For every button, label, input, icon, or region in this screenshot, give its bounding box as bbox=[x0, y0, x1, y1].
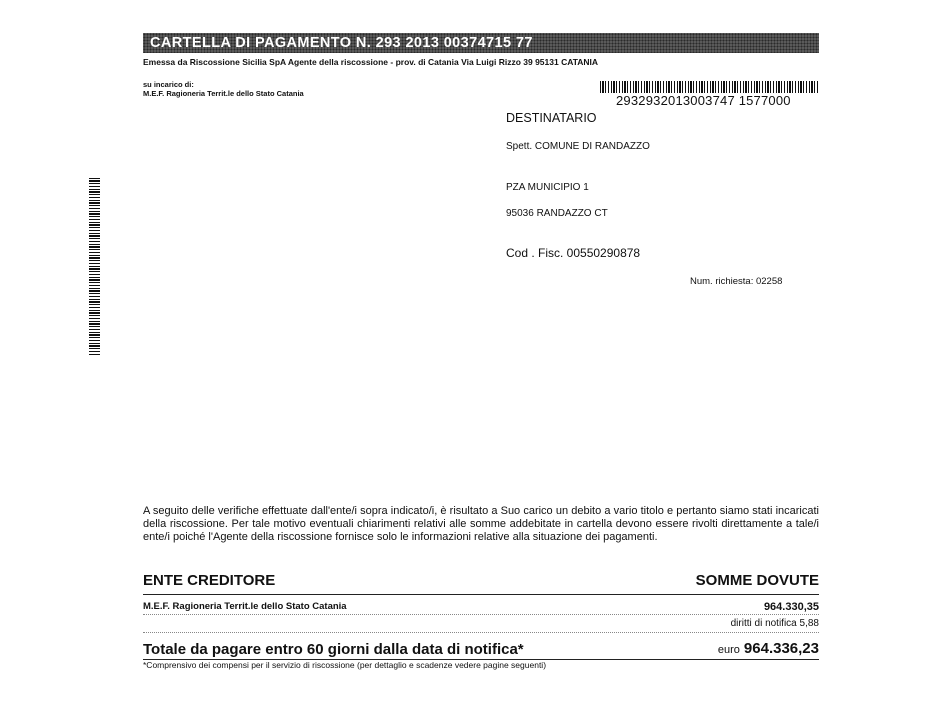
notification-fee: diritti di notifica 5,88 bbox=[730, 618, 819, 629]
recipient-street: PZA MUNICIPIO 1 bbox=[506, 182, 589, 193]
on-behalf-entity: M.E.F. Ragioneria Territ.le dello Stato Catania bbox=[143, 89, 304, 98]
total-amount bbox=[718, 640, 819, 658]
recipient-label: DESTINATARIO bbox=[506, 111, 597, 125]
header-rule bbox=[143, 594, 819, 595]
total-label: Totale da pagare entro 60 giorni dalla data di notifica* bbox=[143, 641, 524, 658]
creditor-name: M.E.F. Ragioneria Territ.le dello Stato Catania bbox=[143, 601, 347, 612]
row-divider bbox=[143, 632, 819, 633]
total-value: 964.336,23 bbox=[743, 640, 819, 657]
on-behalf-label: su incarico di: bbox=[143, 80, 194, 89]
recipient-name: Spett. COMUNE DI RANDAZZO bbox=[506, 141, 650, 152]
notice-paragraph: A seguito delle verifiche effettuate dall'ente/i sopra indicato/i, è risultato a Suo carico un debito a vario titolo e pertanto siamo stati incaricati della riscossione. Per tale motivo eventuali chiarimenti relativi alle somme addebitate in cartella devono essere rivolti direttamente a tale/i ente/i poiché l'Agente della riscossione fornisce solo le informazioni relative alla situazione dei pagamenti. bbox=[143, 505, 819, 543]
row-divider bbox=[143, 614, 819, 615]
footnote: *Comprensivo dei compensi per il servizio di riscossione (per dettaglio e scadenze vedere pagine seguenti) bbox=[143, 660, 547, 670]
barcode-number: 2932932013003747 1577000 bbox=[616, 93, 791, 108]
creditor-header: ENTE CREDITORE bbox=[143, 572, 276, 589]
recipient-city: 95036 RANDAZZO CT bbox=[506, 208, 608, 219]
creditor-amount: 964.330,35 bbox=[763, 601, 819, 613]
amounts-due-header: SOMME DOVUTE bbox=[695, 572, 819, 589]
issuer-line: Emessa da Riscossione Sicilia SpA Agente della riscossione - prov. di Catania Via Luigi Rizzo 39 95131 CATANIA bbox=[143, 57, 599, 67]
page-title: CARTELLA DI PAGAMENTO N. 293 2013 00374715 77 bbox=[150, 35, 533, 51]
recipient-tax-code: Cod . Fisc. 00550290878 bbox=[506, 246, 641, 260]
on-behalf-block bbox=[143, 80, 304, 98]
barcode-graphic bbox=[600, 81, 819, 93]
side-barcode-graphic bbox=[89, 178, 100, 356]
request-number: Num. richiesta: 02258 bbox=[690, 276, 783, 287]
total-currency: euro bbox=[717, 644, 740, 656]
